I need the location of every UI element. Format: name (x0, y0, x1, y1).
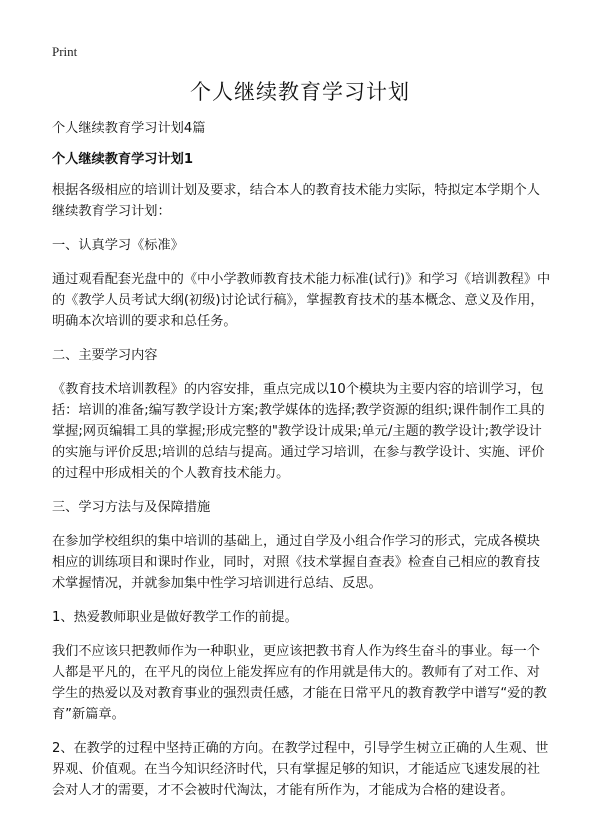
print-link[interactable]: Print (52, 44, 78, 59)
heading-love-profession: 1、热爱教师职业是做好教学工作的前提。 (52, 610, 298, 625)
heading-study-standard: 一、认真学习《标准》 (52, 238, 184, 253)
paragraph-correct-direction: 2、在教学的过程中坚持正确的方向。在教学过程中，引导学生树立正确的人生观、世界观、价值观。在当今知识经济时代，只有掌握足够的知识，才能适应飞速发展的社会对人才的需要，才不会被时代淘汰，才能有所作为，才能成为合格的建设者。 (52, 741, 549, 798)
heading-methods: 三、学习方法与及保障措施 (52, 500, 211, 515)
heading-main-content: 二、主要学习内容 (52, 348, 158, 363)
paragraph-main-content: 《教育技术培训教程》的内容安排，重点完成以10个模块为主要内容的培训学习，包括：培训的准备;编写教学设计方案;教学媒体的选择;教学资源的组织;课件制作工具的掌握;网页编辑工具的掌握;形成完整的"教学设计成果;单元/主题的教学设计;教学设计的实施与评价反思;培训的总结与提高。通过学习培训，在参与教学设计、实施、评价的过程中形成相关的个人教育技术能力。 (52, 382, 545, 481)
document-body (52, 118, 552, 814)
paragraph-love-profession: 我们不应该只把教师作为一种职业，更应该把教书育人作为终生奋斗的事业。每一个人都是平凡的，在平凡的岗位上能发挥应有的作用就是伟大的。教师有了对工作、对学生的热爱以及对教育事业的强烈责任感，才能在日常平凡的教育教学中谱写“爱的教育”新篇章。 (52, 644, 547, 722)
page-title: 个人继续教育学习计划 (190, 80, 410, 104)
section-title: 个人继续教育学习计划1 (52, 152, 194, 167)
intro-paragraph: 根据各级相应的培训计划及要求，结合本人的教育技术能力实际，特拟定本学期个人继续教育学习计划： (52, 183, 540, 219)
document-subtitle: 个人继续教育学习计划4篇 (52, 121, 206, 136)
paragraph-methods: 在参加学校组织的集中培训的基础上，通过自学及小组合作学习的形式，完成各模块相应的训练项目和课时作业，同时，对照《技术掌握自查表》检查自己相应的教育技术掌握情况，并就参加集中性学习培训进行总结、反思。 (52, 534, 540, 591)
paragraph-study-standard: 通过观看配套光盘中的《中小学教师教育技术能力标准(试行)》和学习《培训教程》中的《教学人员考试大纲(初级)讨论试行稿》，掌握教育技术的基本概念、意义及作用，明确本次培训的要求和总任务。 (52, 272, 551, 329)
